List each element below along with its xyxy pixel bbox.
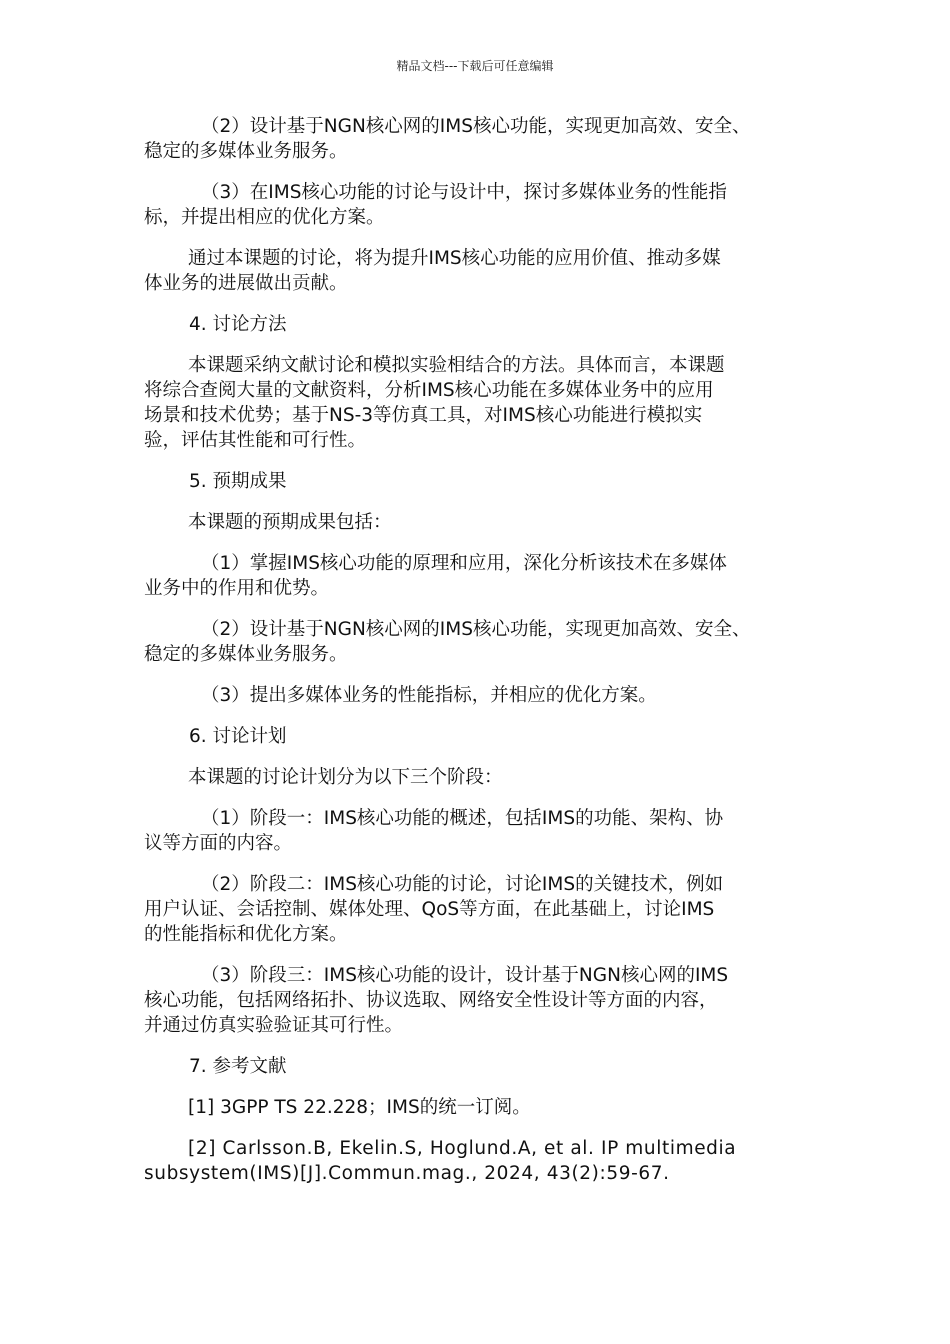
document-body <box>144 114 816 1202</box>
reference-1: [1] 3GPP TS 22.228；IMS的统一订阅。 <box>188 1097 531 1118</box>
paragraph-methods: 本课题采纳文献讨论和模拟实验相结合的方法。具体而言，本课题 将综合查阅大量的文献资料，分析IMS核心功能在多媒体业务中的应用 场景和技术优势；基于NS-3等仿真工具，对IMS核心功能进行模拟实 验，评估其性能和可行性。 <box>144 355 725 451</box>
reference-2: [2] Carlsson.B, Ekelin.S, Hoglund.A, et al. IP multimedia subsystem(IMS)[J].Commun.mag., 2024, 43(2):59-67. <box>144 1138 737 1184</box>
section-heading-methods: 4. 讨论方法 <box>189 314 287 335</box>
paragraph-outcome-2: （2）设计基于NGN核心网的IMS核心功能，实现更加高效、安全、 稳定的多媒体业务服务。 <box>144 619 751 665</box>
section-heading-references: 7. 参考文献 <box>189 1056 287 1077</box>
paragraph-goal-2: （2）设计基于NGN核心网的IMS核心功能，实现更加高效、安全、 稳定的多媒体业务服务。 <box>144 116 751 162</box>
page-header: 精品文档---下载后可任意编辑 <box>396 59 554 73</box>
paragraph-plan-stage-3: （3）阶段三：IMS核心功能的设计，设计基于NGN核心网的IMS 核心功能，包括网络拓扑、协议选取、网络安全性设计等方面的内容， 并通过仿真实验验证其可行性。 <box>144 965 729 1036</box>
section-heading-outcomes: 5. 预期成果 <box>189 471 287 492</box>
paragraph-plan-stage-2: （2）阶段二：IMS核心功能的讨论，讨论IMS的关键技术，例如 用户认证、会话控制、媒体处理、QoS等方面，在此基础上，讨论IMS 的性能指标和优化方案。 <box>144 874 724 945</box>
section-heading-plan: 6. 讨论计划 <box>189 726 287 747</box>
paragraph-summary: 通过本课题的讨论，将为提升IMS核心功能的应用价值、推动多媒 体业务的进展做出贡献。 <box>144 248 721 294</box>
paragraph-plan-intro: 本课题的讨论计划分为以下三个阶段： <box>188 767 503 788</box>
paragraph-outcomes-intro: 本课题的预期成果包括： <box>188 512 392 533</box>
paragraph-goal-3: （3）在IMS核心功能的讨论与设计中，探讨多媒体业务的性能指 标，并提出相应的优化方案。 <box>144 182 727 228</box>
paragraph-plan-stage-1: （1）阶段一：IMS核心功能的概述，包括IMS的功能、架构、协 议等方面的内容。 <box>144 808 724 854</box>
paragraph-outcome-3: （3）提出多媒体业务的性能指标，并相应的优化方案。 <box>201 685 657 706</box>
paragraph-outcome-1: （1）掌握IMS核心功能的原理和应用，深化分析该技术在多媒体 业务中的作用和优势。 <box>144 553 727 599</box>
